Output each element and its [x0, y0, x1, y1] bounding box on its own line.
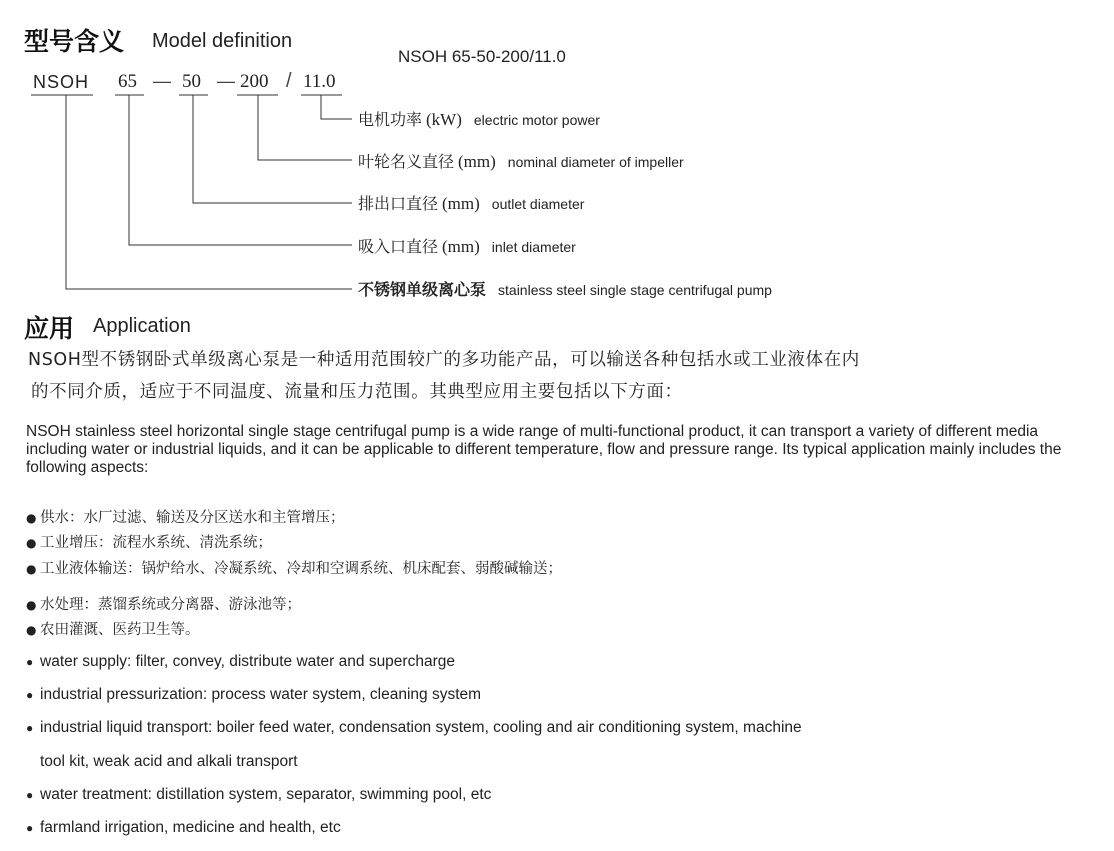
model-definition-heading-en: Model definition	[152, 30, 293, 52]
legend-outlet	[358, 191, 584, 214]
legend-outlet-unit: (mm)	[442, 194, 480, 213]
code-segment-outlet: 50	[182, 71, 201, 92]
connector-series	[66, 95, 352, 289]
legend-pump-type	[358, 277, 772, 300]
code-segment-impeller: 200	[240, 71, 269, 92]
bullet-icon: ●	[26, 511, 37, 525]
code-dash-2: —	[217, 71, 235, 91]
list-item	[26, 506, 345, 527]
bullet-icon: ●	[26, 821, 34, 835]
list-item-text: industrial pressurization: process water system, cleaning system	[40, 686, 482, 703]
list-item-text: industrial liquid transport: boiler feed water, condensation system, cooling and air conditioning system, machine	[40, 719, 802, 736]
legend-pump-type-en: stainless steel single stage centrifugal pump	[498, 282, 772, 298]
legend-outlet-en: outlet diameter	[491, 196, 585, 212]
list-item-text: 工业液体输送：锅炉给水、冷凝系统、冷却和空调系统、机床配套、弱酸碱输送；	[40, 561, 562, 577]
code-segment-power: 11.0	[303, 71, 336, 92]
list-item-text: 水处理：蒸馏系统或分离器、游泳池等；	[40, 597, 301, 613]
list-item	[26, 786, 491, 804]
legend-impeller-cn: 叶轮名义直径	[358, 152, 455, 171]
bullet-icon: ●	[26, 536, 37, 550]
legend-power	[358, 107, 600, 130]
bullet-icon: ●	[26, 655, 34, 669]
legend-inlet	[358, 234, 576, 257]
bullet-icon: ●	[26, 688, 34, 702]
legend-inlet-cn: 吸入口直径	[358, 237, 439, 256]
code-slash: /	[286, 70, 292, 92]
legend-impeller-en: nominal diameter of impeller	[507, 154, 684, 170]
list-item	[26, 531, 272, 552]
application-heading-cn: 应用	[24, 314, 75, 343]
legend-pump-type-cn: 不锈钢单级离心泵	[358, 280, 487, 299]
connector-impeller	[258, 95, 352, 160]
list-item-continuation: tool kit, weak acid and alkali transport	[40, 753, 298, 770]
application-paragraph-cn-line-2: 的不同介质，适应于不同温度、流量和压力范围。其典型应用主要包括以下方面：	[31, 382, 683, 402]
full-model-code: NSOH 65-50-200/11.0	[398, 47, 566, 66]
list-item-text: 供水：水厂过滤、输送及分区送水和主管增压；	[40, 510, 345, 526]
connector-outlet	[193, 95, 352, 203]
list-item-text: farmland irrigation, medicine and health, etc	[40, 819, 341, 836]
application-paragraph-cn-line-1: NSOH型不锈钢卧式单级离心泵是一种适用范围较广的多功能产品，可以输送各种包括水或工业液体在内	[28, 350, 860, 370]
list-item-text: water treatment: distillation system, separator, swimming pool, etc	[40, 786, 492, 803]
application-paragraph-en: NSOH stainless steel horizontal single stage centrifugal pump is a wide range of multi-functional product, it can transport a variety of different media including water or industrial liquids, and it can be applicable to different temperature, flow and pressure range. Its typical application mainly includes the following aspects:	[26, 423, 1062, 476]
list-item	[26, 593, 301, 614]
bullet-icon: ●	[26, 721, 34, 735]
legend-power-en: electric motor power	[473, 112, 600, 128]
bullet-icon: ●	[26, 562, 37, 576]
legend-inlet-en: inlet diameter	[491, 239, 576, 255]
legend-impeller-unit: (mm)	[458, 152, 496, 171]
code-segment-inlet: 65	[118, 71, 137, 92]
connector-power	[321, 95, 352, 119]
legend-impeller	[358, 149, 684, 172]
model-definition-heading-cn: 型号含义	[24, 27, 125, 56]
list-item-text: 农田灌溉、医药卫生等。	[40, 622, 200, 638]
list-item	[26, 653, 455, 671]
code-segment-series: NSOH	[33, 72, 90, 92]
list-item	[26, 618, 200, 639]
bullet-icon: ●	[26, 788, 34, 802]
legend-power-cn: 电机功率	[358, 110, 423, 129]
list-item	[26, 819, 341, 837]
application-heading-en: Application	[93, 315, 191, 337]
list-item-text: 工业增压：流程水系统、清洗系统；	[40, 535, 272, 551]
connector-inlet	[129, 95, 352, 245]
list-item	[26, 719, 802, 737]
list-item-text: water supply: filter, convey, distribute water and supercharge	[40, 653, 455, 670]
code-dash-1: —	[153, 71, 171, 91]
legend-power-unit: (kW)	[426, 110, 462, 129]
bullet-icon: ●	[26, 598, 37, 612]
legend-outlet-cn: 排出口直径	[358, 194, 439, 213]
list-item	[26, 686, 481, 704]
list-item	[26, 557, 562, 578]
legend-inlet-unit: (mm)	[442, 237, 480, 256]
bullet-icon: ●	[26, 623, 37, 637]
